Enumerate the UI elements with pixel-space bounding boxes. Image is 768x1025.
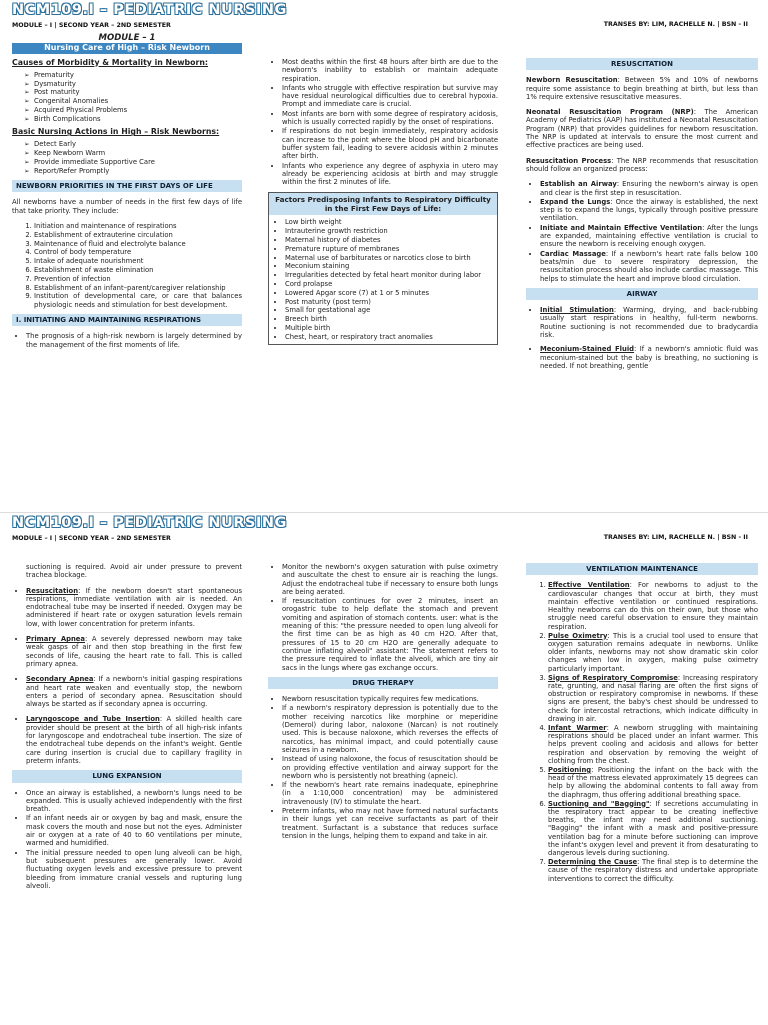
step-text: : If a newborn's heart rate falls below 100 beats/min due to severe respiratory depression, the resuscitation process should also include cardiac massage. This helps to stimulate the heart and improve blood circulation. — [540, 249, 759, 283]
resus-p3-text: : The NRP recommends that resuscitation should follow an organized process: — [526, 156, 759, 173]
step-label: Cardiac Massage — [540, 249, 606, 258]
list-item: 8. Establishment of an infant–parent/caregiver relationship — [34, 284, 242, 292]
document-page-2 — [0, 512, 768, 1025]
drug-therapy-list — [268, 695, 498, 840]
topic-title: Nursing Care of High – Risk Newborn — [12, 43, 242, 53]
list-item: 1. Initiation and maintenance of respirations — [34, 222, 242, 230]
item-label: Laryngoscope and Tube Insertion — [26, 715, 160, 724]
course-title: NCM109.I – PEDIATRIC NURSING — [12, 2, 287, 18]
item-label: Suctioning and "Bagging" — [548, 799, 650, 808]
item-text: : Increasing respiratory rate, grunting, and nasal flaring are often the first signs of obstruction or respiratory compromise in newborns. If these signs are present, the baby's chest should be undressed to check for intercostal retractions, which indicate difficulty in drawing in air. — [548, 673, 758, 724]
resus-paragraph-2 — [526, 108, 758, 149]
actions-list — [24, 140, 242, 175]
airway-bar: AIRWAY — [526, 288, 758, 300]
airway-text: : Warming, drying, and back-rubbing usually start respirations in healthy, full-term newborns. Routine suctioning is not recommended due to bradycardia risk. — [540, 306, 758, 340]
airway-text: : If a newborn's amniotic fluid was meconium-stained but the baby is breathing, no suctioning is needed. If not breathing, gentle — [540, 345, 759, 370]
item-label: Resuscitation — [26, 586, 79, 595]
list-item — [540, 306, 758, 339]
document-page-1 — [0, 0, 768, 512]
list-item: • Irregularities detected by fetal heart monitor during labor — [285, 271, 497, 279]
item-label: Infant Warmer — [548, 723, 607, 732]
list-item: 3. Maintenance of fluid and electrolyte balance — [34, 240, 242, 248]
list-item: • Monitor the newborn's oxygen saturation with pulse oximetry and auscultate the chest to ensure air is reaching the lungs. Adjust the endotracheal tube if necessary to ensure both lungs are being aerated. — [282, 563, 498, 596]
list-item: • The prognosis of a high-risk newborn is largely determined by the management of the first moments of life. — [26, 332, 242, 349]
factors-box — [268, 192, 498, 345]
list-item: ➢ Prematurity — [24, 71, 242, 79]
list-item — [548, 581, 758, 631]
list-item: • Infants who experience any degree of asphyxia in utero may already be experiencing acidosis at birth and may struggle within the first 2 minutes of life. — [282, 162, 498, 187]
causes-list — [24, 71, 242, 123]
initiating-bar: I. INITIATING AND MAINTAINING RESPIRATIONS — [12, 314, 242, 326]
item-label: Pulse Oximetry — [548, 631, 608, 640]
item-text: : For newborns to adjust to the cardiovascular changes that occur at birth, they must maintain effective ventilation or continued respirations. Healthy newborns can do this on their own, but those who struggle need careful observation to ensure they maintain respiration. — [548, 581, 758, 631]
list-item: • Low birth weight — [285, 218, 497, 226]
list-item: • Maternal history of diabetes — [285, 236, 497, 244]
trans-line: TRANSES BY: LIM, RACHELLE N. | BSN - II — [603, 21, 748, 28]
item-label: Positioning — [548, 765, 592, 774]
list-item: • The initial pressure needed to open lung alveoli can be high, but subsequent pressures are generally lower. Avoid fluctuating oxygen levels and excessive pressure to prevent bleeding from immature cranial vessels and rupturing lung alveoli. — [26, 849, 242, 890]
page2-left-column — [12, 563, 242, 895]
list-item: ➢ Provide immediate Supportive Care — [24, 158, 242, 166]
list-item: 5. Intake of adequate nourishment — [34, 257, 242, 265]
list-item: ➢ Report/Refer Promptly — [24, 167, 242, 175]
page2-middle-column — [268, 563, 498, 845]
list-item — [540, 345, 758, 370]
list-item: 6. Establishment of waste elimination — [34, 266, 242, 274]
list-item — [26, 715, 242, 765]
item-text: : Positioning the infant on the back with the head of the mattress elevated approximately 15 degrees can help by allowing the abdominal contents to fall away from the diaphragm, thus offering additional breathing space. — [548, 765, 758, 799]
step-label: Establish an Airway — [540, 180, 617, 189]
list-item — [540, 180, 758, 197]
list-item: • Meconium staining — [285, 262, 497, 270]
resuscitation-list — [12, 587, 242, 766]
item-label: Secondary Apnea — [26, 675, 94, 684]
resus-p3-label: Resuscitation Process — [526, 156, 612, 165]
module-label: MODULE – 1 — [98, 33, 156, 43]
item-text: : If the newborn doesn't start spontaneous respirations, immediate ventilation with air is needed. An endotracheal tube may be inserted if needed. Oxygen may be administered if heart rate or oxygen saturation levels remain low, with lower concentration for preterm infants. — [26, 586, 242, 628]
list-item — [26, 635, 242, 668]
list-item: • If a newborn's respiratory depression is potentially due to the mother receiving narcotics like morphine or meperidine (Demerol) during labor, naloxone (Narcan) is not routinely used. This is because naloxone, which reverses the effects of narcotics, has minimal impact, and could potentially cause seizures in a newborn. — [282, 704, 498, 754]
list-item — [548, 800, 758, 858]
page1-left-column — [12, 32, 242, 354]
list-item: • Once an airway is established, a newborn's lungs need to be expanded. This is usually achieved independently with the first breath. — [26, 789, 242, 814]
monitoring-list — [268, 563, 498, 672]
list-item: ➢ Keep Newborn Warm — [24, 149, 242, 157]
list-item — [548, 724, 758, 765]
lung-expansion-bar: LUNG EXPANSION — [12, 770, 242, 782]
list-item: • If the newborn's heart rate remains inadequate, epinephrine (in a 1:10,000 concentration) may be administered intravenously (IV) to stimulate the heart. — [282, 781, 498, 806]
list-item: • Newborn resuscitation typically requires few medications. — [282, 695, 498, 703]
list-item: • Chest, heart, or respiratory tract anomalies — [285, 333, 497, 341]
list-item: • Cord prolapse — [285, 280, 497, 288]
actions-heading: Basic Nursing Actions in High – Risk Newborns: — [12, 127, 220, 137]
resus-p2-label: Neonatal Resuscitation Program (NRP) — [526, 108, 694, 117]
list-item: • If resuscitation continues for over 2 minutes, insert an orogastric tube to help deflate the stomach and prevent vomiting and aspiration of stomach contents. user: what is the meaning of this: "the pressure needed to open lung alveoli for the first time can be as high as 40 cm H2O. After that, pressures of 15 to 20 cm H2O are generally adequate to continue inflating alveoli" assistant: The statement refers to the pressure required to inflate the alveoli, which are tiny air sacs in the lungs where gas exchange occurs. — [282, 597, 498, 672]
causes-heading: Causes of Morbidity & Mortality in Newborn: — [12, 57, 209, 67]
drug-therapy-bar: DRUG THERAPY — [268, 677, 498, 689]
item-text: : This is a crucial tool used to ensure that oxygen saturation remains adequate in newborns. Unlike older infants, newborns may not show dramatic skin color changes when low in oxygen, making pulse oximetry particularly important. — [548, 631, 759, 673]
list-item — [548, 766, 758, 799]
item-text: : A severely depressed newborn may take weak gasps of air and then stop breathing in the first few seconds of life, causing the heart rate to fall. This is called primary apnea. — [26, 635, 242, 668]
resus-p1-text: : Between 5% and 10% of newborns require some assistance to begin breathing at birth, but less than 1% require extensive resuscitative measures. — [526, 76, 758, 101]
list-item: • Intrauterine growth restriction — [285, 227, 497, 235]
page2-right-column — [526, 563, 758, 888]
list-item: • Preterm infants, who may not have formed natural surfactants in their lungs yet can receive surfactants as part of their treatment. Surfactant is a substance that reduces surface tension in the lungs, helping them to expand and take in air. — [282, 807, 498, 840]
item-text: : If secretions accumulating in the respiratory tract appear to be creating ineffective breaths, the infant may need additional suctioning. "Bagging" the infant with a mask and positive-pressure ventilation bag for a minute before suctioning can improve the infant's oxygen level and prevent it from desaturating to dangerous levels during suctioning. — [548, 799, 758, 858]
factors-box-title: Factors Predisposing Infants to Respiratory Difficulty in the First Few Days of Life: — [269, 193, 497, 215]
step-text: : Once the airway is established, the next step is to expand the lungs, typically through positive pressure ventilation. — [540, 197, 758, 223]
list-item: • Multiple birth — [285, 324, 497, 332]
list-item: 7. Prevention of infection — [34, 275, 242, 283]
list-item: ➢ Dysmaturity — [24, 80, 242, 88]
list-item — [26, 675, 242, 708]
page1-right-column — [526, 58, 758, 375]
respiration-bullets — [268, 58, 498, 186]
resus-p2-text: : The American Academy of Pediatrics (AAP) has instituted a Neonatal Resuscitation Program (NRP) that provides guidelines for newborn resuscitation. The NRP is updated at intervals to ensure the most current and effective practices are being used. — [526, 108, 759, 150]
resus-steps-list — [526, 180, 758, 283]
list-item: • Small for gestational age — [285, 306, 497, 314]
list-item — [540, 250, 758, 283]
list-item: 9. Institution of developmental care, or care that balances physiologic needs and stimulation for best development. — [34, 292, 242, 309]
course-title: NCM109.I – PEDIATRIC NURSING — [12, 515, 287, 531]
list-item: • Infants who struggle with effective respiration but survive may have residual neurological difficulties due to cerebral hypoxia. Prompt and immediate care is crucial. — [282, 84, 498, 109]
item-text: : A newborn struggling with maintaining respirations should be placed under an infant warmer. This helps prevent cooling and acidosis and allows for better respiration and observation by removing the weight of clothing from the chest. — [548, 723, 758, 766]
list-item: • Instead of using naloxone, the focus of resuscitation should be on providing effective ventilation and airway support for the newborn who is persistently not breathing (apneic). — [282, 755, 498, 780]
item-label: Primary Apnea — [26, 635, 86, 644]
list-item: • If an infant needs air or oxygen by bag and mask, ensure the mask covers the mouth and nose but not the eyes. Administer air or oxygen at a rate of 40 to 60 ventilations per minute, warmed and humidified. — [26, 814, 242, 847]
resus-p1-label: Newborn Resuscitation — [526, 76, 618, 85]
list-item: • Breech birth — [285, 315, 497, 323]
list-item — [548, 674, 758, 724]
ventilation-list — [526, 581, 758, 883]
item-label: Determining the Cause — [548, 858, 638, 867]
module-line: MODULE – I | SECOND YEAR – 2ND SEMESTER — [12, 22, 171, 29]
resuscitation-bar: RESUSCITATION — [526, 58, 758, 70]
factors-list — [269, 218, 497, 341]
priorities-bar: NEWBORN PRIORITIES IN THE FIRST DAYS OF LIFE — [12, 180, 242, 192]
item-text: : The final step is to determine the cause of the respiratory distress and undertake appropriate interventions to correct the difficulty. — [548, 858, 758, 883]
list-item: ➢ Birth Complications — [24, 115, 242, 123]
list-item: 4. Control of body temperature — [34, 248, 242, 256]
list-item: ➢ Congenital Anomalies — [24, 97, 242, 105]
resus-paragraph-3 — [526, 157, 758, 174]
trans-line: TRANSES BY: LIM, RACHELLE N. | BSN - II — [603, 534, 748, 541]
continued-text: suctioning is required. Avoid air under pressure to prevent trachea blockage. — [26, 563, 242, 580]
step-label: Initiate and Maintain Effective Ventilation — [540, 223, 703, 232]
airway-label: Initial Stimulation — [540, 306, 614, 315]
list-item: • Most deaths within the first 48 hours after birth are due to the newborn's inability to establish or maintain adequate respiration. — [282, 58, 498, 83]
step-label: Expand the Lungs — [540, 197, 611, 206]
list-item: • Premature rupture of membranes — [285, 245, 497, 253]
list-item — [548, 858, 758, 883]
ventilation-bar: VENTILATION MAINTENANCE — [526, 563, 758, 575]
module-line: MODULE – I | SECOND YEAR – 2ND SEMESTER — [12, 535, 171, 542]
list-item: • Most infants are born with some degree of respiratory acidosis, which is usually corrected rapidly by the onset of respirations. — [282, 110, 498, 127]
step-text: : After the lungs are expanded, maintaining effective ventilation is crucial to ensure the newborn is receiving enough oxygen. — [540, 223, 758, 249]
resus-paragraph-1 — [526, 76, 758, 101]
list-item — [540, 224, 758, 249]
item-text: : If a newborn's initial gasping respirations and heart rate weaken and eventually stop, the newborn enters a period of secondary apnea. Resuscitation should always be started as if secondary apnea is occurring. — [26, 675, 242, 709]
list-item: ➢ Acquired Physical Problems — [24, 106, 242, 114]
item-text: : A skilled health care provider should be present at the birth of all high-risk infants for laryngoscope and endotracheal tube insertion. The size of the endotracheal tube depends on the infant's weight. Gentle care during insertion is crucial due to capillary fragility in preterm infants. — [26, 715, 242, 765]
priorities-list — [12, 222, 242, 309]
list-item: 2. Establishment of extrauterine circulation — [34, 231, 242, 239]
step-text: : Ensuring the newborn's airway is open and clear is the first step in resuscitation. — [540, 180, 758, 197]
prognosis-list — [12, 332, 242, 349]
list-item: • Post maturity (post term) — [285, 298, 497, 306]
airway-list — [526, 306, 758, 370]
list-item: • If respirations do not begin immediately, respiratory acidosis can increase to the point where the blood pH and bicarbonate buffer system fail, leading to severe acidosis within 2 minutes after birth. — [282, 127, 498, 160]
item-label: Signs of Respiratory Compromise — [548, 673, 678, 682]
list-item: ➢ Detect Early — [24, 140, 242, 148]
item-label: Effective Ventilation — [548, 581, 630, 590]
lung-expansion-list — [12, 789, 242, 891]
list-item — [540, 198, 758, 223]
page1-middle-column — [268, 58, 498, 345]
list-item — [548, 632, 758, 673]
list-item: ➢ Post maturity — [24, 88, 242, 96]
airway-label: Meconium-Stained Fluid — [540, 345, 635, 354]
list-item — [26, 587, 242, 628]
priorities-intro: All newborns have a number of needs in the first few days of life that take priority. They include: — [12, 198, 242, 215]
list-item: • Lowered Apgar score (7) at 1 or 5 minutes — [285, 289, 497, 297]
list-item: • Maternal use of barbiturates or narcotics close to birth — [285, 254, 497, 262]
